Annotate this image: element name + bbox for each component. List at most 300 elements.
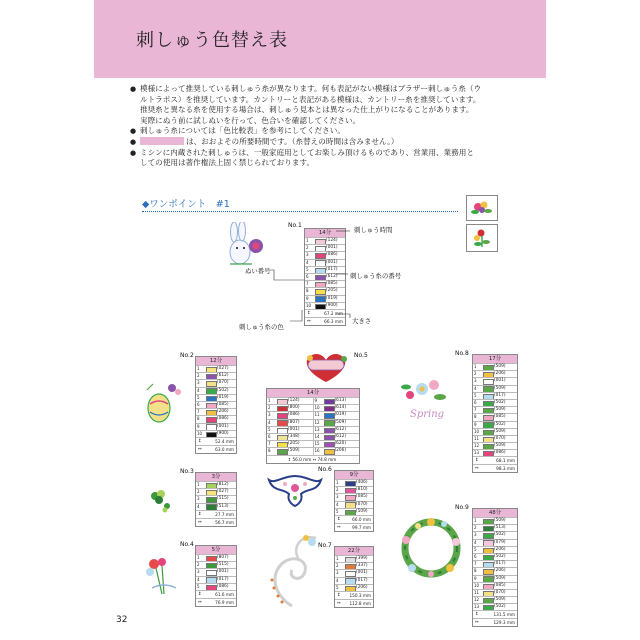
row-order: 6 — [474, 553, 477, 559]
section-divider — [142, 211, 458, 212]
bullet-icon: ● — [130, 127, 137, 136]
note-text-with-chip — [140, 137, 398, 148]
design-height: ↕ 150.3 mm — [337, 592, 371, 598]
row-order: 1 — [336, 556, 339, 561]
thread-code: (206) — [356, 584, 368, 590]
thread-code: (017) — [356, 577, 368, 583]
color-table — [334, 546, 374, 608]
row-order: 13 — [314, 426, 320, 432]
pattern-number: No.1 — [288, 222, 302, 229]
row-order: 4 — [336, 501, 339, 507]
page-title: 刺しゅう色替え表 — [136, 30, 288, 51]
row-order: 8 — [474, 568, 477, 574]
thread-code: (205) — [288, 441, 300, 447]
thread-code: (513) — [217, 503, 229, 509]
design-height: ↕ 52.4 mm — [198, 438, 234, 444]
table-row — [473, 442, 517, 449]
row-order: 10 — [197, 430, 203, 436]
row-order: 3 — [197, 380, 200, 386]
thread-code: (086) — [326, 252, 338, 258]
table-row — [196, 481, 236, 488]
note-text: しての使用は著作権法上固く禁じられております。 — [140, 158, 315, 168]
table-row — [335, 577, 373, 584]
row-order: 6 — [197, 401, 200, 407]
table-row — [473, 363, 517, 370]
note-text: 推奨糸と異なる糸を使用する場合は、刺しゅう見本とは異なった仕上がりになることがあります。 — [140, 105, 474, 115]
table-row — [335, 555, 373, 562]
table-row — [267, 447, 313, 454]
table-row — [473, 560, 517, 567]
bullet-icon: ● — [130, 148, 137, 157]
table-row — [267, 433, 313, 440]
thread-code: (085) — [326, 281, 338, 287]
row-order: 10 — [474, 428, 480, 434]
row-order: 5 — [474, 392, 477, 398]
thread-code: (017) — [494, 392, 506, 398]
table-row — [473, 539, 517, 546]
row-order: 9 — [474, 575, 477, 581]
row-order: 3 — [336, 570, 339, 576]
stitch-time: 22分 — [335, 547, 373, 555]
row-order: 5 — [197, 394, 200, 400]
color-table — [472, 508, 518, 627]
width-arrow-icon: ↔ — [337, 600, 341, 606]
height-arrow-icon: ↕ — [307, 310, 311, 316]
clover-embroidery-icon — [145, 486, 175, 514]
easter-egg-embroidery-icon — [143, 378, 183, 426]
row-order: 2 — [197, 562, 200, 568]
table-row — [473, 524, 517, 531]
row-order: 3 — [474, 532, 477, 538]
thread-code: (509) — [494, 428, 506, 434]
row-order: 3 — [197, 496, 200, 502]
row-order: 1 — [306, 238, 309, 243]
row-order: 1 — [474, 364, 477, 369]
table-row — [196, 576, 236, 583]
width-arrow-icon: ↔ — [307, 318, 311, 324]
thread-code: (027) — [217, 489, 229, 495]
thread-code: (502) — [217, 387, 229, 393]
table-row — [196, 387, 236, 394]
design-height: ↕ 131.5 mm — [475, 612, 515, 618]
row-order: 8 — [197, 416, 200, 422]
thread-code: (001) — [494, 378, 506, 384]
thread-code: (502) — [494, 399, 506, 405]
row-order: 1 — [336, 480, 339, 485]
table-row — [314, 404, 360, 411]
thread-code: (509) — [494, 575, 506, 581]
table-row — [473, 582, 517, 589]
row-order: 6 — [268, 433, 271, 439]
row-order: 3 — [306, 252, 309, 258]
table-row — [196, 372, 236, 379]
table-row — [473, 567, 517, 574]
svg-text:Spring: Spring — [410, 409, 445, 420]
row-order: 1 — [474, 518, 477, 523]
row-order: 2 — [336, 487, 339, 493]
row-order: 9 — [306, 295, 309, 301]
bunny-embroidery-icon — [220, 222, 270, 268]
pattern-number: No.4 — [180, 541, 194, 548]
thread-code: (900) — [326, 302, 338, 308]
thread-code: (206) — [494, 546, 506, 552]
row-order: 13 — [474, 604, 480, 610]
stitch-time: 3分 — [196, 473, 236, 481]
thread-code: (810) — [356, 487, 368, 493]
thread-code: (017) — [494, 561, 506, 567]
color-table — [195, 545, 237, 607]
thumbnail-flower-1[interactable] — [466, 195, 498, 221]
row-order: 4 — [268, 419, 271, 425]
table-row — [196, 554, 236, 561]
table-row — [473, 406, 517, 413]
height-arrow-icon: ↕ — [198, 511, 202, 517]
row-order: 7 — [474, 561, 477, 567]
thread-code: (124) — [326, 238, 338, 243]
thread-code: (085) — [356, 494, 368, 500]
thread-code: (019) — [334, 412, 347, 418]
row-order: 9 — [197, 423, 200, 429]
thread-code: (086) — [288, 412, 300, 418]
design-height: ↕ 61.6 mm — [198, 591, 234, 597]
height-arrow-icon: ↕ — [337, 516, 341, 522]
thread-code: (206) — [217, 409, 229, 415]
thread-code: (019) — [326, 295, 338, 301]
thread-code: (502) — [494, 604, 506, 610]
thread-code: (337) — [356, 563, 368, 569]
row-order: 11 — [314, 412, 320, 418]
table-row — [335, 501, 373, 508]
width-arrow-icon: ↔ — [198, 519, 202, 525]
stitch-time: 14分 — [267, 389, 359, 397]
row-order: 4 — [474, 385, 477, 391]
row-order: 4 — [197, 503, 200, 509]
thread-code: (070) — [494, 435, 506, 441]
table-row — [335, 562, 373, 569]
thread-code: (509) — [334, 419, 347, 425]
row-order: 11 — [474, 589, 480, 595]
thread-code: (017) — [326, 266, 338, 272]
row-order: 14 — [314, 433, 320, 439]
table-row — [314, 411, 360, 418]
table-row — [267, 404, 313, 411]
table-row — [196, 583, 236, 590]
scroll-embroidery-icon — [262, 528, 328, 610]
table-row — [473, 546, 517, 553]
table-row — [473, 596, 517, 603]
flower-icon — [467, 225, 497, 251]
row-order: 8 — [474, 414, 477, 420]
table-row — [473, 575, 517, 582]
thread-code: (612) — [217, 373, 229, 379]
row-order: 12 — [474, 443, 480, 449]
table-row — [267, 419, 313, 426]
design-width: ↔ 112.8 mm — [337, 600, 371, 606]
thread-code: (515) — [217, 496, 229, 502]
table-row — [267, 426, 313, 433]
width-arrow-icon: ↔ — [475, 466, 479, 472]
note-text: 実際にぬう前に試しぬいを行って、色合いを確認してください。 — [140, 115, 361, 125]
width-arrow-icon: ↔ — [475, 620, 479, 626]
row-order: 4 — [306, 259, 309, 265]
callout-thread: 刺しゅう糸の番号 — [350, 272, 402, 280]
thread-code: (206) — [494, 371, 506, 377]
bullet-icon: ● — [130, 138, 137, 146]
callout-color: 刺しゅう糸の色 — [239, 323, 284, 331]
table-row — [196, 495, 236, 502]
thread-code: (509) — [494, 385, 506, 391]
thread-code: (085) — [217, 401, 229, 407]
table-row — [267, 440, 313, 447]
table-row — [314, 419, 360, 426]
design-width: ↔ 56.7 mm — [198, 519, 234, 525]
row-order: 2 — [474, 371, 477, 377]
table-row — [473, 385, 517, 392]
thread-code: (348) — [288, 433, 300, 439]
row-order: 5 — [306, 266, 309, 272]
thread-code: (612) — [334, 426, 347, 432]
thread-code: (085) — [494, 414, 506, 420]
table-row — [196, 423, 236, 430]
thread-code: (613) — [334, 398, 347, 403]
table-row — [196, 488, 236, 495]
thread-code: (502) — [494, 553, 506, 559]
table-row — [473, 421, 517, 428]
thread-code: (070) — [356, 501, 368, 507]
table-row — [196, 561, 236, 568]
table-row — [473, 399, 517, 406]
table-row — [335, 493, 373, 500]
row-order: 10 — [474, 582, 480, 588]
stitch-time: 14分 — [305, 229, 345, 237]
design-height: ↕ 27.7 mm — [198, 511, 234, 517]
thread-code: (515) — [217, 562, 229, 568]
table-row — [267, 411, 313, 418]
thread-code: (513) — [494, 525, 506, 531]
height-arrow-icon: ↕ — [198, 591, 202, 597]
pattern-number: No.3 — [180, 468, 194, 475]
table-row — [196, 503, 236, 510]
row-order: 9 — [474, 421, 477, 427]
table-row — [314, 397, 360, 404]
pattern-number: No.7 — [318, 542, 332, 549]
table-row — [335, 486, 373, 493]
table-row — [196, 415, 236, 422]
thread-code: (070) — [217, 380, 229, 386]
spring-embroidery-icon — [398, 375, 456, 427]
ornament-embroidery-icon — [265, 470, 325, 510]
table-row — [196, 365, 236, 372]
row-order: 10 — [306, 302, 312, 308]
table-row — [473, 589, 517, 596]
design-height: ↕ 67.2 mm — [307, 310, 343, 316]
width-arrow-icon: ↔ — [198, 446, 202, 452]
thread-code: (206) — [494, 568, 506, 574]
row-order: 5 — [197, 583, 200, 589]
height-arrow-icon: ↕ — [475, 612, 479, 618]
table-row — [473, 428, 517, 435]
thread-code: (620) — [334, 441, 347, 447]
design-height: ↕ 68.1 mm — [475, 458, 515, 464]
thread-code: (406) — [356, 480, 368, 485]
thread-code: (807) — [288, 419, 300, 425]
row-order: 5 — [336, 584, 339, 590]
row-order: 3 — [474, 378, 477, 384]
row-order: 7 — [474, 407, 477, 413]
design-height: ↕ 66.0 mm — [337, 516, 371, 522]
note-text: 模様によって推奨している刺しゅう糸が異なります。何も表記がない模様はブラザー刺しゅう糸（ウ — [140, 84, 482, 93]
table-row — [196, 408, 236, 415]
table-row — [314, 426, 360, 433]
width-arrow-icon: ↔ — [198, 599, 202, 605]
flower-icon — [467, 196, 497, 220]
bullet-icon: ● — [130, 85, 137, 93]
thread-code: (800) — [288, 405, 300, 411]
row-order: 7 — [268, 441, 271, 447]
stitch-time: 12分 — [196, 357, 236, 365]
row-order: 1 — [197, 555, 200, 560]
color-table — [266, 388, 360, 464]
thumbnail-flower-2[interactable] — [466, 224, 498, 252]
height-arrow-icon: ↕ — [475, 458, 479, 464]
table-row — [196, 430, 236, 437]
stitch-time: 17分 — [473, 355, 517, 363]
thread-code: (001) — [356, 570, 368, 576]
thread-code: (812) — [217, 482, 229, 487]
row-order: 13 — [474, 450, 480, 456]
table-row — [335, 479, 373, 486]
design-width: ↔ 63.0 mm — [198, 446, 234, 452]
thread-code: (205) — [326, 288, 338, 294]
row-order: 2 — [474, 525, 477, 531]
table-row — [473, 603, 517, 610]
design-width: ↔ 99.7 mm — [337, 524, 371, 530]
row-order: 12 — [474, 597, 480, 603]
pattern-number: No.2 — [180, 352, 194, 359]
color-table — [472, 354, 518, 473]
table-row — [473, 370, 517, 377]
table-row — [196, 568, 236, 575]
table-row — [196, 401, 236, 408]
row-order: 7 — [197, 409, 200, 415]
thread-code: (399) — [356, 556, 368, 561]
row-order: 8 — [268, 448, 271, 454]
pattern-number: No.9 — [455, 504, 469, 511]
color-table — [195, 356, 237, 454]
thread-code: (502) — [494, 532, 506, 538]
table-row — [473, 531, 517, 538]
height-arrow-icon: ↕ — [337, 592, 341, 598]
row-order: 7 — [306, 281, 309, 287]
pattern-number: No.8 — [455, 350, 469, 357]
table-row — [267, 397, 313, 404]
row-order: 2 — [306, 245, 309, 251]
thread-code: (085) — [494, 582, 506, 588]
thread-code: (027) — [217, 366, 229, 371]
table-row — [473, 392, 517, 399]
callout-time: 刺しゅう時間 — [354, 226, 393, 234]
height-arrow-icon: ↕ — [198, 438, 202, 444]
table-row — [335, 508, 373, 515]
row-order: 8 — [306, 288, 309, 294]
note-text: ミシンに内蔵された刺しゅうは、一般家庭用としてお楽しみ頂けるものであり、営業用、業務用と — [140, 147, 474, 157]
pattern-number: No.6 — [318, 466, 332, 473]
section-title: ◆ワンポイント #1 — [142, 199, 230, 210]
callout-size: 大きさ — [352, 317, 372, 325]
note-text: 刺しゅう糸については「色比較表」を参考にしてください。 — [140, 126, 345, 136]
thread-code: (612) — [326, 273, 338, 279]
thread-code: (614) — [334, 405, 347, 411]
thread-code: (086) — [217, 583, 229, 589]
design-width: ↔ 98.3 mm — [475, 466, 515, 472]
row-order: 16 — [314, 448, 320, 454]
row-order: 12 — [314, 419, 320, 425]
thread-code: (206) — [334, 448, 347, 454]
thread-code: (086) — [494, 450, 506, 456]
wreath-embroidery-icon — [396, 512, 466, 584]
thread-code: (079) — [494, 539, 506, 545]
stitch-time: 48分 — [473, 509, 517, 517]
thread-code: (017) — [217, 576, 229, 582]
thread-code: (001) — [217, 569, 229, 575]
thread-code: (124) — [288, 398, 300, 403]
row-order: 2 — [268, 405, 271, 411]
thread-code: (807) — [217, 555, 229, 560]
thread-code: (509) — [356, 508, 368, 514]
row-order: 10 — [314, 405, 320, 411]
row-order: 5 — [474, 546, 477, 552]
table-row — [473, 435, 517, 442]
row-order: 2 — [336, 563, 339, 569]
thread-code: (001) — [326, 245, 338, 251]
design-width: ↔ 129.3 mm — [475, 620, 515, 626]
color-table — [195, 472, 237, 527]
table-row — [335, 584, 373, 591]
row-order: 1 — [268, 398, 271, 403]
table-row — [314, 447, 360, 454]
heart-embroidery-icon — [296, 350, 356, 384]
thread-code: (019) — [217, 394, 229, 400]
row-order: 1 — [197, 482, 200, 487]
table-row — [473, 377, 517, 384]
time-chip-icon — [140, 137, 184, 145]
row-order: 5 — [268, 426, 271, 432]
thread-code: (509) — [494, 597, 506, 603]
stitch-time: 9分 — [335, 471, 373, 479]
table-row — [473, 517, 517, 524]
thread-code: (502) — [494, 421, 506, 427]
thread-code: (612) — [334, 433, 347, 439]
width-arrow-icon: ↔ — [337, 524, 341, 530]
row-order: 5 — [336, 508, 339, 514]
row-order: 11 — [474, 435, 480, 441]
table-row — [473, 413, 517, 420]
table-row — [473, 553, 517, 560]
design-width: ↔ 66.3 mm — [307, 318, 343, 324]
thread-code: (509) — [494, 407, 506, 413]
note-text: は、おおよその所要時間です。（糸替えの時間は含みません。） — [186, 137, 399, 146]
table-row — [196, 379, 236, 386]
row-order: 6 — [306, 273, 309, 279]
pattern-number: No.5 — [354, 352, 368, 359]
row-order: 4 — [197, 576, 200, 582]
color-table — [334, 470, 374, 532]
table-row — [314, 440, 360, 447]
table-row — [335, 569, 373, 576]
thread-code: (086) — [217, 416, 229, 422]
thread-code: (509) — [494, 518, 506, 523]
thread-code: (001) — [288, 426, 300, 432]
